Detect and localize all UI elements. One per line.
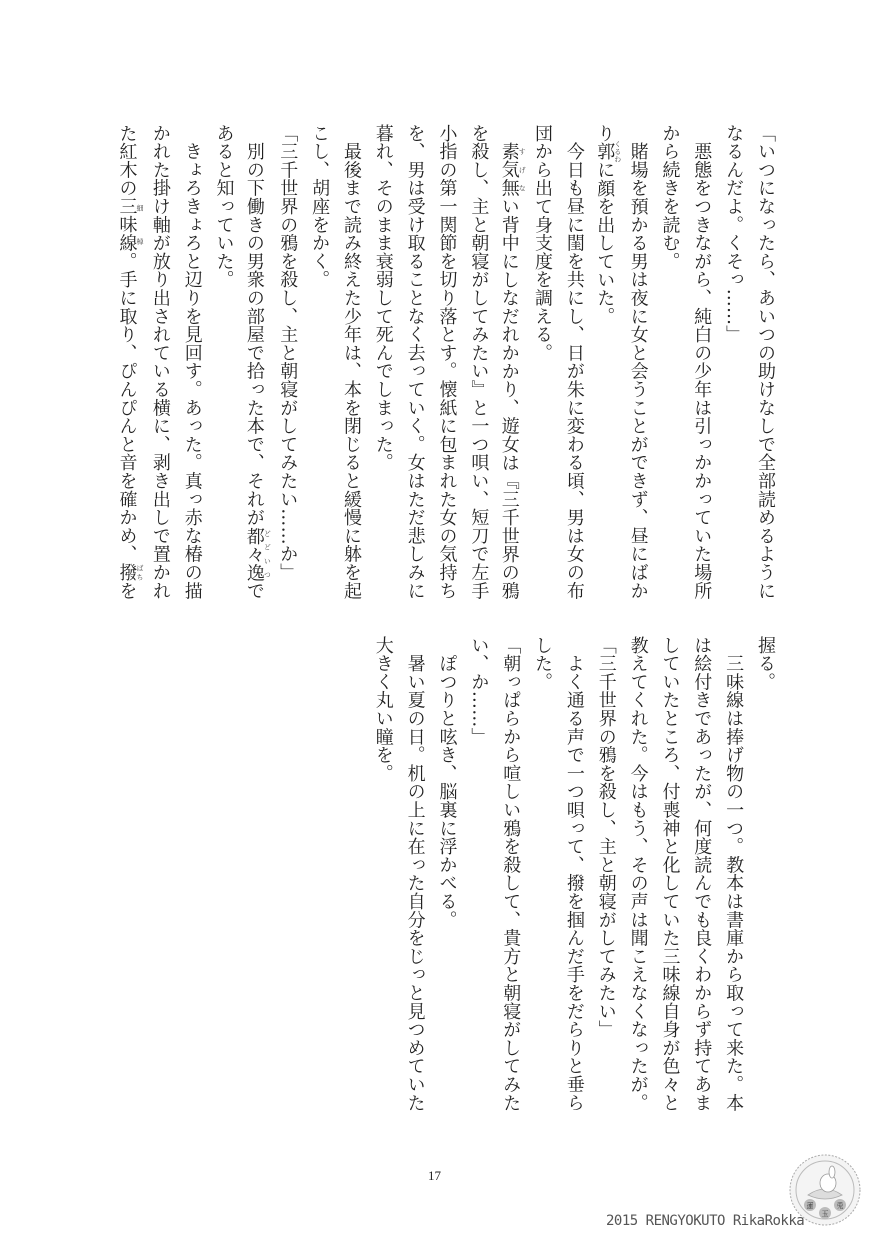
text-run: は絵付きであったが、何度読んでも良くわからず持てあま: [691, 636, 713, 1112]
ruby-base: 撥: [116, 563, 138, 582]
text-column: [399, 636, 431, 1126]
text-run: した。: [532, 636, 554, 691]
ruby-word: [498, 142, 527, 198]
text-column: [749, 124, 781, 614]
circle-logo-icon: [788, 1153, 862, 1227]
text-run: 暮れ、そのまま衰弱して死んでしまった。: [372, 124, 394, 472]
text-column: [590, 124, 622, 614]
text-column: [303, 124, 335, 614]
text-run: 大きく丸い瞳を。: [372, 636, 394, 783]
text-run: から続きを読む。: [659, 124, 681, 271]
text-column: [494, 636, 526, 1126]
text-column: [271, 124, 303, 614]
ruby-base: 三味線: [116, 197, 138, 253]
text-column: [431, 124, 463, 614]
text-run: 別の下働きの男衆の部屋で拾った本で、それが: [243, 124, 265, 527]
page-number: 17: [428, 1168, 441, 1183]
text-run: 三味線は捧げ物の一つ。教本は書庫から取って来た。本: [723, 636, 745, 1112]
text-column: [112, 124, 144, 614]
text-column: [367, 124, 399, 614]
text-column: [239, 124, 271, 614]
text-run: あると知っていた。: [213, 124, 235, 289]
text-column: [144, 124, 176, 614]
ruby-base: 郭: [594, 140, 616, 163]
text-run: よく通る声で一つ唄って、撥を掴んだ手をだらりと垂ら: [563, 636, 585, 1112]
text-run: を殺し、主と朝寝がしてみたい』と一つ唄い、短刀で左手: [468, 124, 490, 600]
text-column: [558, 636, 590, 1126]
svg-text:玉: 玉: [821, 1210, 829, 1218]
text-column: [526, 636, 558, 1126]
text-run: 最後まで読み終えた少年は、本を閉じると緩慢に躰を起: [340, 124, 362, 600]
text-run: こし、胡座をかく。: [309, 124, 331, 289]
svg-text:兎: 兎: [836, 1202, 844, 1210]
text-column: [526, 124, 558, 614]
text-run: 教えてくれた。今はもう、その声は聞こえなくなったが。: [627, 636, 649, 1112]
text-run: していたところ、付喪神と化していた三味線自身が色々と: [659, 636, 681, 1112]
text-column: [399, 124, 431, 614]
text-run: かれた掛け軸が放り出されている横に、剥き出しで置かれ: [149, 124, 171, 600]
text-column: [590, 636, 622, 1126]
text-column: [367, 636, 399, 1126]
text-column: [717, 124, 749, 614]
svg-text:蓮: 蓮: [806, 1202, 814, 1210]
ruby-base: 都々逸: [243, 526, 265, 582]
text-column: [335, 124, 367, 614]
ruby-reading: くるわ: [613, 140, 622, 163]
text-column: [622, 636, 654, 1126]
ruby-reading: 細棹: [136, 197, 144, 253]
text-column: [653, 124, 685, 614]
text-column: [717, 636, 749, 1126]
text-run: い背中にしなだれかかり、遊女は『三千世界の鴉: [498, 197, 520, 600]
text-run: 。手に取り、ぴんぴんと音を確かめ、: [116, 252, 138, 564]
text-run: を: [116, 581, 138, 600]
text-run: 今日も昼に閨を共にし、日が朱に変わる頃、男は女の布: [563, 124, 585, 600]
text-run: た紅木の: [116, 124, 138, 198]
text-run: を、男は受け取ることなく去っていく。女はただ悲しみに: [404, 124, 426, 600]
ruby-base: 素気無: [498, 142, 520, 198]
text-column: [749, 636, 781, 1126]
text-run: 「三千世界の鴉を殺し、主と朝寝がしてみたい」: [595, 636, 617, 1039]
text-column: [462, 124, 494, 614]
text-run: 賭場を預かる男は夜に女と会うことができず、昼にばか: [627, 124, 649, 600]
ruby-reading: すげな: [518, 142, 527, 198]
text-run: なるんだよ。くそっ……」: [723, 124, 745, 344]
text-run: り: [594, 124, 616, 143]
text-run: きょろきょろと辺りを見回す。あった。真っ赤な椿の描: [181, 124, 203, 600]
ruby-word: [116, 197, 144, 253]
ruby-reading: ばち: [136, 563, 144, 582]
text-run: 握る。: [755, 636, 776, 691]
text-column: [622, 124, 654, 614]
text-run: で: [243, 581, 265, 600]
ruby-reading: どどいつ: [263, 526, 272, 582]
text-run: ぽつりと呟き、脳裏に浮かべる。: [436, 636, 458, 929]
text-column: [176, 124, 208, 614]
text-run: [499, 124, 520, 142]
text-column: [494, 124, 526, 614]
text-run: 小指の第一関節を切り落とす。懐紙に包まれた女の気持ち: [436, 124, 458, 600]
ruby-word: [243, 526, 272, 582]
text-run: 「朝っぱらから喧しい鴉を殺して、貴方と朝寝がしてみた: [500, 636, 522, 1112]
text-column: [685, 636, 717, 1126]
text-run: に顔を出していた。: [594, 160, 616, 326]
text-column: [431, 636, 463, 1126]
text-column: [685, 124, 717, 614]
text-column: [653, 636, 685, 1126]
text-column: [462, 636, 494, 1126]
text-column: [558, 124, 590, 614]
ruby-word: [594, 140, 622, 163]
text-run: 暑い夏の日。机の上に在った自分をじっと見つめていた: [404, 636, 426, 1112]
ruby-word: [116, 563, 144, 582]
text-column: [208, 124, 240, 614]
text-run: 団から出て身支度を調える。: [532, 124, 554, 362]
footer-credit: 2015 RENGYOKUTO RikaRokka: [606, 1213, 805, 1229]
text-run: 「いつになったら、あいつの助けなしで全部読めるように: [755, 124, 776, 600]
text-run: 悪態をつきながら、純白の少年は引っかかっていた場所: [691, 124, 713, 600]
text-run: い、か……」: [468, 636, 490, 746]
text-run: 「三千世界の鴉を殺し、主と朝寝がしてみたい……か」: [277, 124, 299, 582]
